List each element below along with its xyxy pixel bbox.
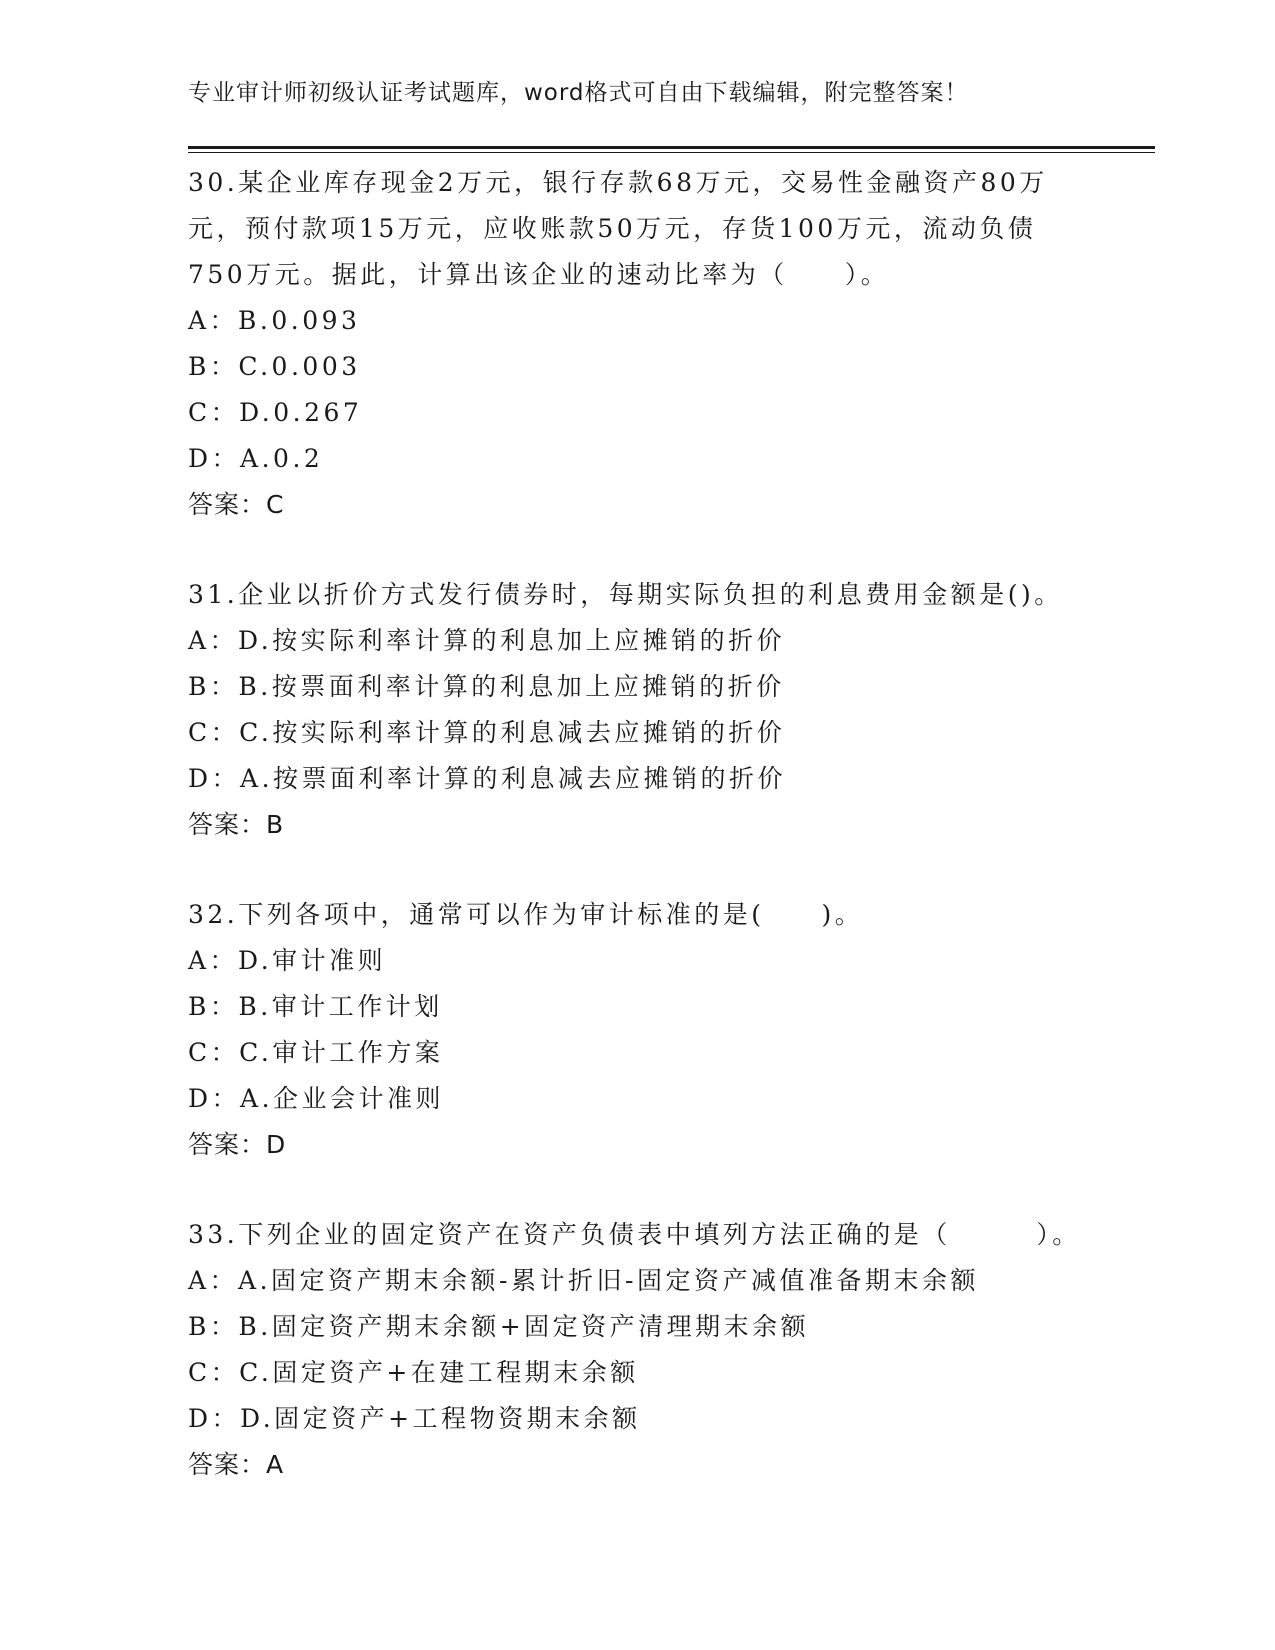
- question-list: [188, 160, 1088, 1488]
- option-c: C：C.按实际利率计算的利息减去应摊销的折价: [188, 718, 786, 747]
- question-31: [188, 572, 1088, 848]
- question-33: [188, 1212, 1088, 1488]
- question-32: [188, 892, 1088, 1168]
- option-c: C：C.固定资产+在建工程期末余额: [188, 1358, 639, 1387]
- option-b: B：B.固定资产期末余额+固定资产清理期末余额: [188, 1312, 810, 1341]
- question-30: [188, 160, 1088, 528]
- option-c: C：D.0.267: [188, 398, 363, 427]
- question-stem: 750万元。据此，计算出该企业的速动比率为（ ）。: [188, 260, 890, 289]
- option-d: D：A.按票面利率计算的利息减去应摊销的折价: [188, 764, 787, 793]
- question-stem: 30.某企业库存现金2万元，银行存款68万元，交易性金融资产80万: [188, 168, 1048, 197]
- question-stem: 32.下列各项中，通常可以作为审计标准的是( )。: [188, 900, 864, 929]
- answer-label: 答案：A: [188, 1450, 285, 1479]
- option-d: D：A.0.2: [188, 444, 324, 473]
- option-b: B：B.按票面利率计算的利息加上应摊销的折价: [188, 672, 785, 701]
- option-a: A：A.固定资产期末余额-累计折旧-固定资产减值准备期末余额: [188, 1266, 979, 1295]
- option-c: C：C.审计工作方案: [188, 1038, 444, 1067]
- option-a: A：D.审计准则: [188, 946, 387, 975]
- option-b: B：B.审计工作计划: [188, 992, 443, 1021]
- header-divider-thin: [188, 152, 1155, 153]
- option-a: A：B.0.093: [188, 306, 361, 335]
- header-divider-thick: [188, 146, 1155, 149]
- question-stem: 33.下列企业的固定资产在资产负债表中填列方法正确的是（ ）。: [188, 1220, 1081, 1249]
- answer-label: 答案：B: [188, 810, 285, 839]
- answer-label: 答案：C: [188, 490, 285, 519]
- option-a: A：D.按实际利率计算的利息加上应摊销的折价: [188, 626, 786, 655]
- answer-label: 答案：D: [188, 1130, 287, 1159]
- page-header: 专业审计师初级认证考试题库，word格式可自由下载编辑，附完整答案！: [188, 80, 969, 106]
- option-d: D：D.固定资产+工程物资期末余额: [188, 1404, 641, 1433]
- question-stem: 元，预付款项15万元，应收账款50万元，存货100万元，流动负债: [188, 214, 1037, 243]
- option-d: D：A.企业会计准则: [188, 1084, 445, 1113]
- question-stem: 31.企业以折价方式发行债券时，每期实际负担的利息费用金额是()。: [188, 580, 1063, 609]
- option-b: B：C.0.003: [188, 352, 361, 381]
